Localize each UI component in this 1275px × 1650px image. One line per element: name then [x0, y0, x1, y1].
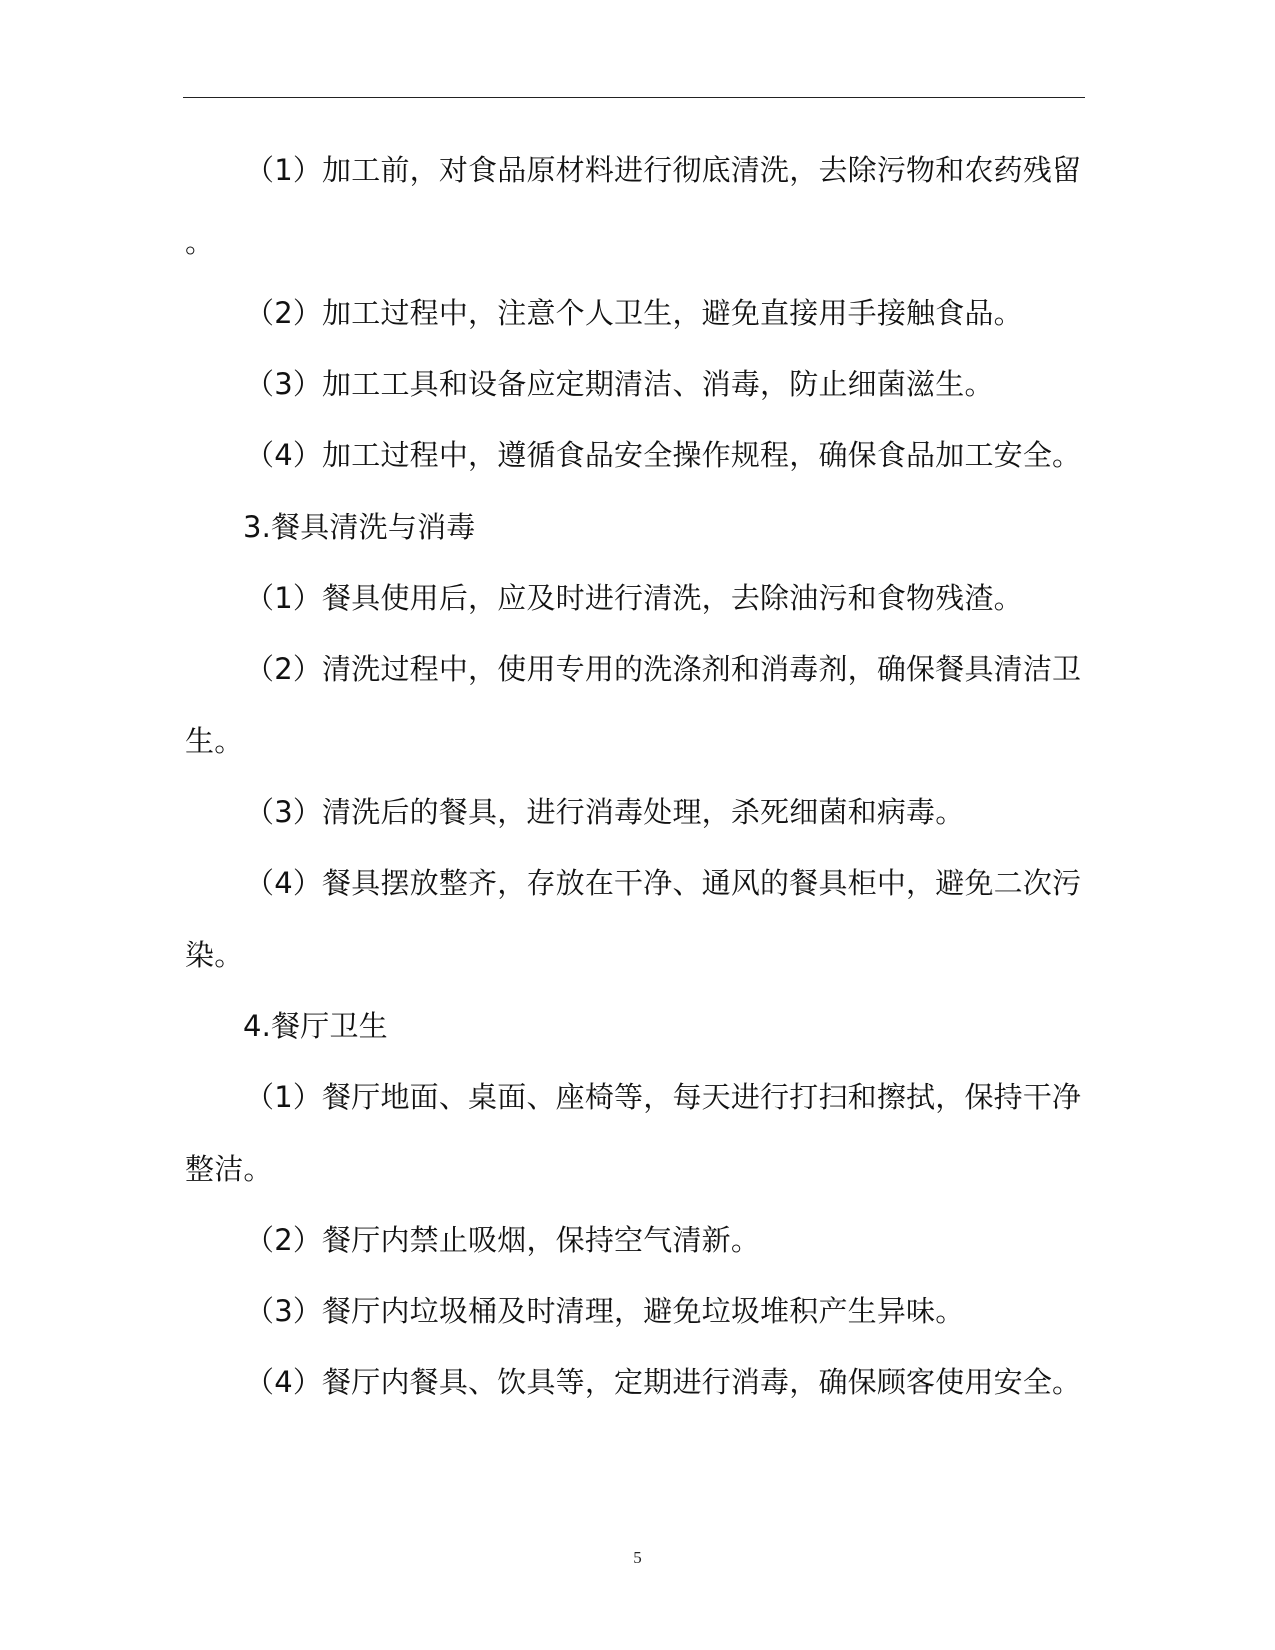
- paragraph-9-line-1: （1）餐厅地面、桌面、座椅等，每天进行打扫和擦拭，保持干净: [245, 1080, 1082, 1114]
- paragraph-3: （3）加工工具和设备应定期清洁、消毒，防止细菌滋生。: [245, 367, 994, 401]
- paragraph-11: （3）餐厅内垃圾桶及时清理，避免垃圾堆积产生异味。: [245, 1294, 965, 1328]
- paragraph-6-line-2: 生。: [185, 724, 244, 758]
- section-heading-4: 4.餐厅卫生: [243, 1009, 388, 1043]
- page-number: 5: [633, 1548, 642, 1567]
- paragraph-2: （2）加工过程中，注意个人卫生，避免直接用手接触食品。: [245, 296, 1023, 330]
- paragraph-4: （4）加工过程中，遵循食品安全操作规程，确保食品加工安全。: [245, 438, 1082, 472]
- paragraph-10: （2）餐厅内禁止吸烟，保持空气清新。: [245, 1223, 761, 1257]
- paragraph-5: （1）餐具使用后，应及时进行清洗，去除油污和食物残渣。: [245, 581, 1023, 615]
- paragraph-7: （3）清洗后的餐具，进行消毒处理，杀死细菌和病毒。: [245, 795, 965, 829]
- paragraph-1-line-1: （1）加工前，对食品原材料进行彻底清洗，去除污物和农药残留: [245, 153, 1082, 187]
- paragraph-8-line-1: （4）餐具摆放整齐，存放在干净、通风的餐具柜中，避免二次污: [245, 866, 1082, 900]
- paragraph-1-line-2: 。: [185, 225, 215, 259]
- paragraph-6-line-1: （2）清洗过程中，使用专用的洗涤剂和消毒剂，确保餐具清洁卫: [245, 652, 1082, 686]
- paragraph-8-line-2: 染。: [185, 938, 244, 972]
- paragraph-12: （4）餐厅内餐具、饮具等，定期进行消毒，确保顾客使用安全。: [245, 1365, 1082, 1399]
- paragraph-9-line-2: 整洁。: [185, 1152, 273, 1186]
- header-rule: [183, 97, 1085, 98]
- section-heading-3: 3.餐具清洗与消毒: [243, 510, 476, 544]
